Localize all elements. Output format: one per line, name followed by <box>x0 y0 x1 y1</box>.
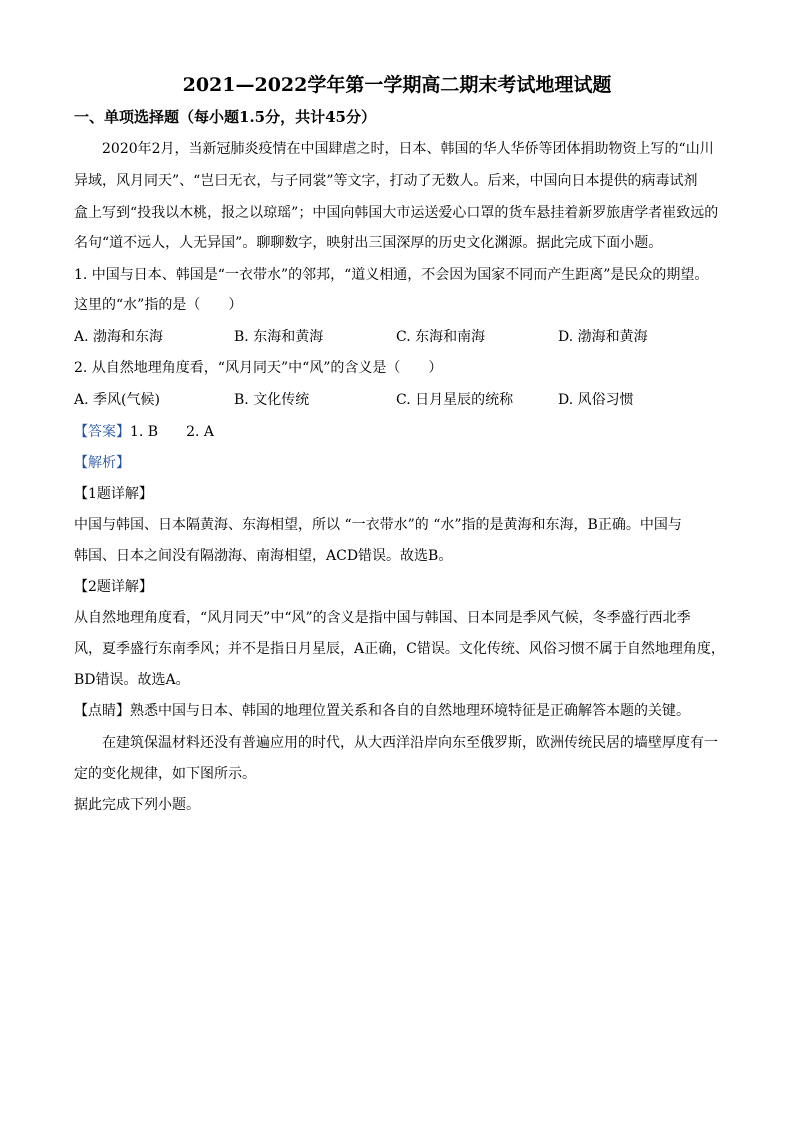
question2-option-d: D. 风俗习惯 <box>558 392 634 408</box>
answer-label: 【答案】 <box>74 424 130 440</box>
question1-option-c: C. 东海和南海 <box>396 329 486 345</box>
detail1-line: 韩国、日本之间没有隔渤海、南海相望，ACD错误。故选B。 <box>74 548 453 564</box>
section-heading: 一、单项选择题（每小题1.5分，共计45分） <box>74 108 376 126</box>
passage1-line: 名句“道不远人，人无异国”。聊聊数字，映射出三国深厚的历史文化渊源。据此完成下面小题。 <box>74 235 663 251</box>
question1-option-d: D. 渤海和黄海 <box>558 329 648 345</box>
passage1-line: 2020年2月，当新冠肺炎疫情在中国肆虐之时，日本、韩国的华人华侨等团体捐助物资上写的“山川 <box>102 141 714 157</box>
question1-option-b: B. 东海和黄海 <box>234 329 324 345</box>
passage2-line: 定的变化规律，如下图所示。 <box>74 766 256 782</box>
question2-option-a: A. 季风(气候) <box>74 392 160 408</box>
closing-instruction: 据此完成下列小题。 <box>74 797 200 813</box>
question2-stem: 2. 从自然地理角度看，“风月同天”中“风”的含义是（ ） <box>74 360 443 376</box>
detail1-label: 【1题详解】 <box>74 486 153 502</box>
tip-row <box>74 701 690 721</box>
detail2-line: 从自然地理角度看，“风月同天”中“风”的含义是指中国与韩国、日本同是季风气候，冬季盛行西北季 <box>74 610 691 626</box>
detail2-line: BD错误。故选A。 <box>74 672 190 688</box>
question2-option-b: B. 文化传统 <box>234 392 310 408</box>
answer-row <box>74 422 214 442</box>
passage2-line: 在建筑保温材料还没有普遍应用的时代，从大西洋沿岸向东至俄罗斯，欧洲传统民居的墙壁厚度有一 <box>102 735 718 751</box>
detail2-label: 【2题详解】 <box>74 579 153 595</box>
page-title: 2021—2022学年第一学期高二期末考试地理试题 <box>182 74 612 96</box>
passage1-line: 盒上写到“投我以木桃，报之以琼瑶”；中国向韩国大市运送爱心口罩的货车悬挂着新罗旅唐学者崔致远的 <box>74 205 719 221</box>
answer-value: 1. B 2. A <box>130 424 215 440</box>
question1-stem: 这里的“水”指的是（ ） <box>74 297 243 313</box>
question1-stem: 1. 中国与日本、韩国是“一衣带水”的邻邦，“道义相通，不会因为国家不同而产生距离”是民众的期望。 <box>74 267 709 283</box>
tip-label: 【点睛】 <box>74 703 130 719</box>
detail1-line: 中国与韩国、日本隔黄海、东海相望，所以 “一衣带水”的 “水”指的是黄海和东海，B正确。中国与 <box>74 517 682 533</box>
question1-option-a: A. 渤海和东海 <box>74 329 164 345</box>
analysis-label: 【解析】 <box>74 455 130 471</box>
detail2-line: 风，夏季盛行东南季风；并不是指日月星辰，A正确，C错误。文化传统、风俗习惯不属于自然地理角度， <box>74 641 725 657</box>
tip-text: 熟悉中国与日本、韩国的地理位置关系和各自的自然地理环境特征是正确解答本题的关键。 <box>130 703 690 719</box>
passage1-line: 异域，风月同天”、“岂曰无衣，与子同裳”等文字，打动了无数人。后来，中国向日本提供的病毒试剂 <box>74 173 698 189</box>
question2-option-c: C. 日月星辰的统称 <box>396 392 514 408</box>
